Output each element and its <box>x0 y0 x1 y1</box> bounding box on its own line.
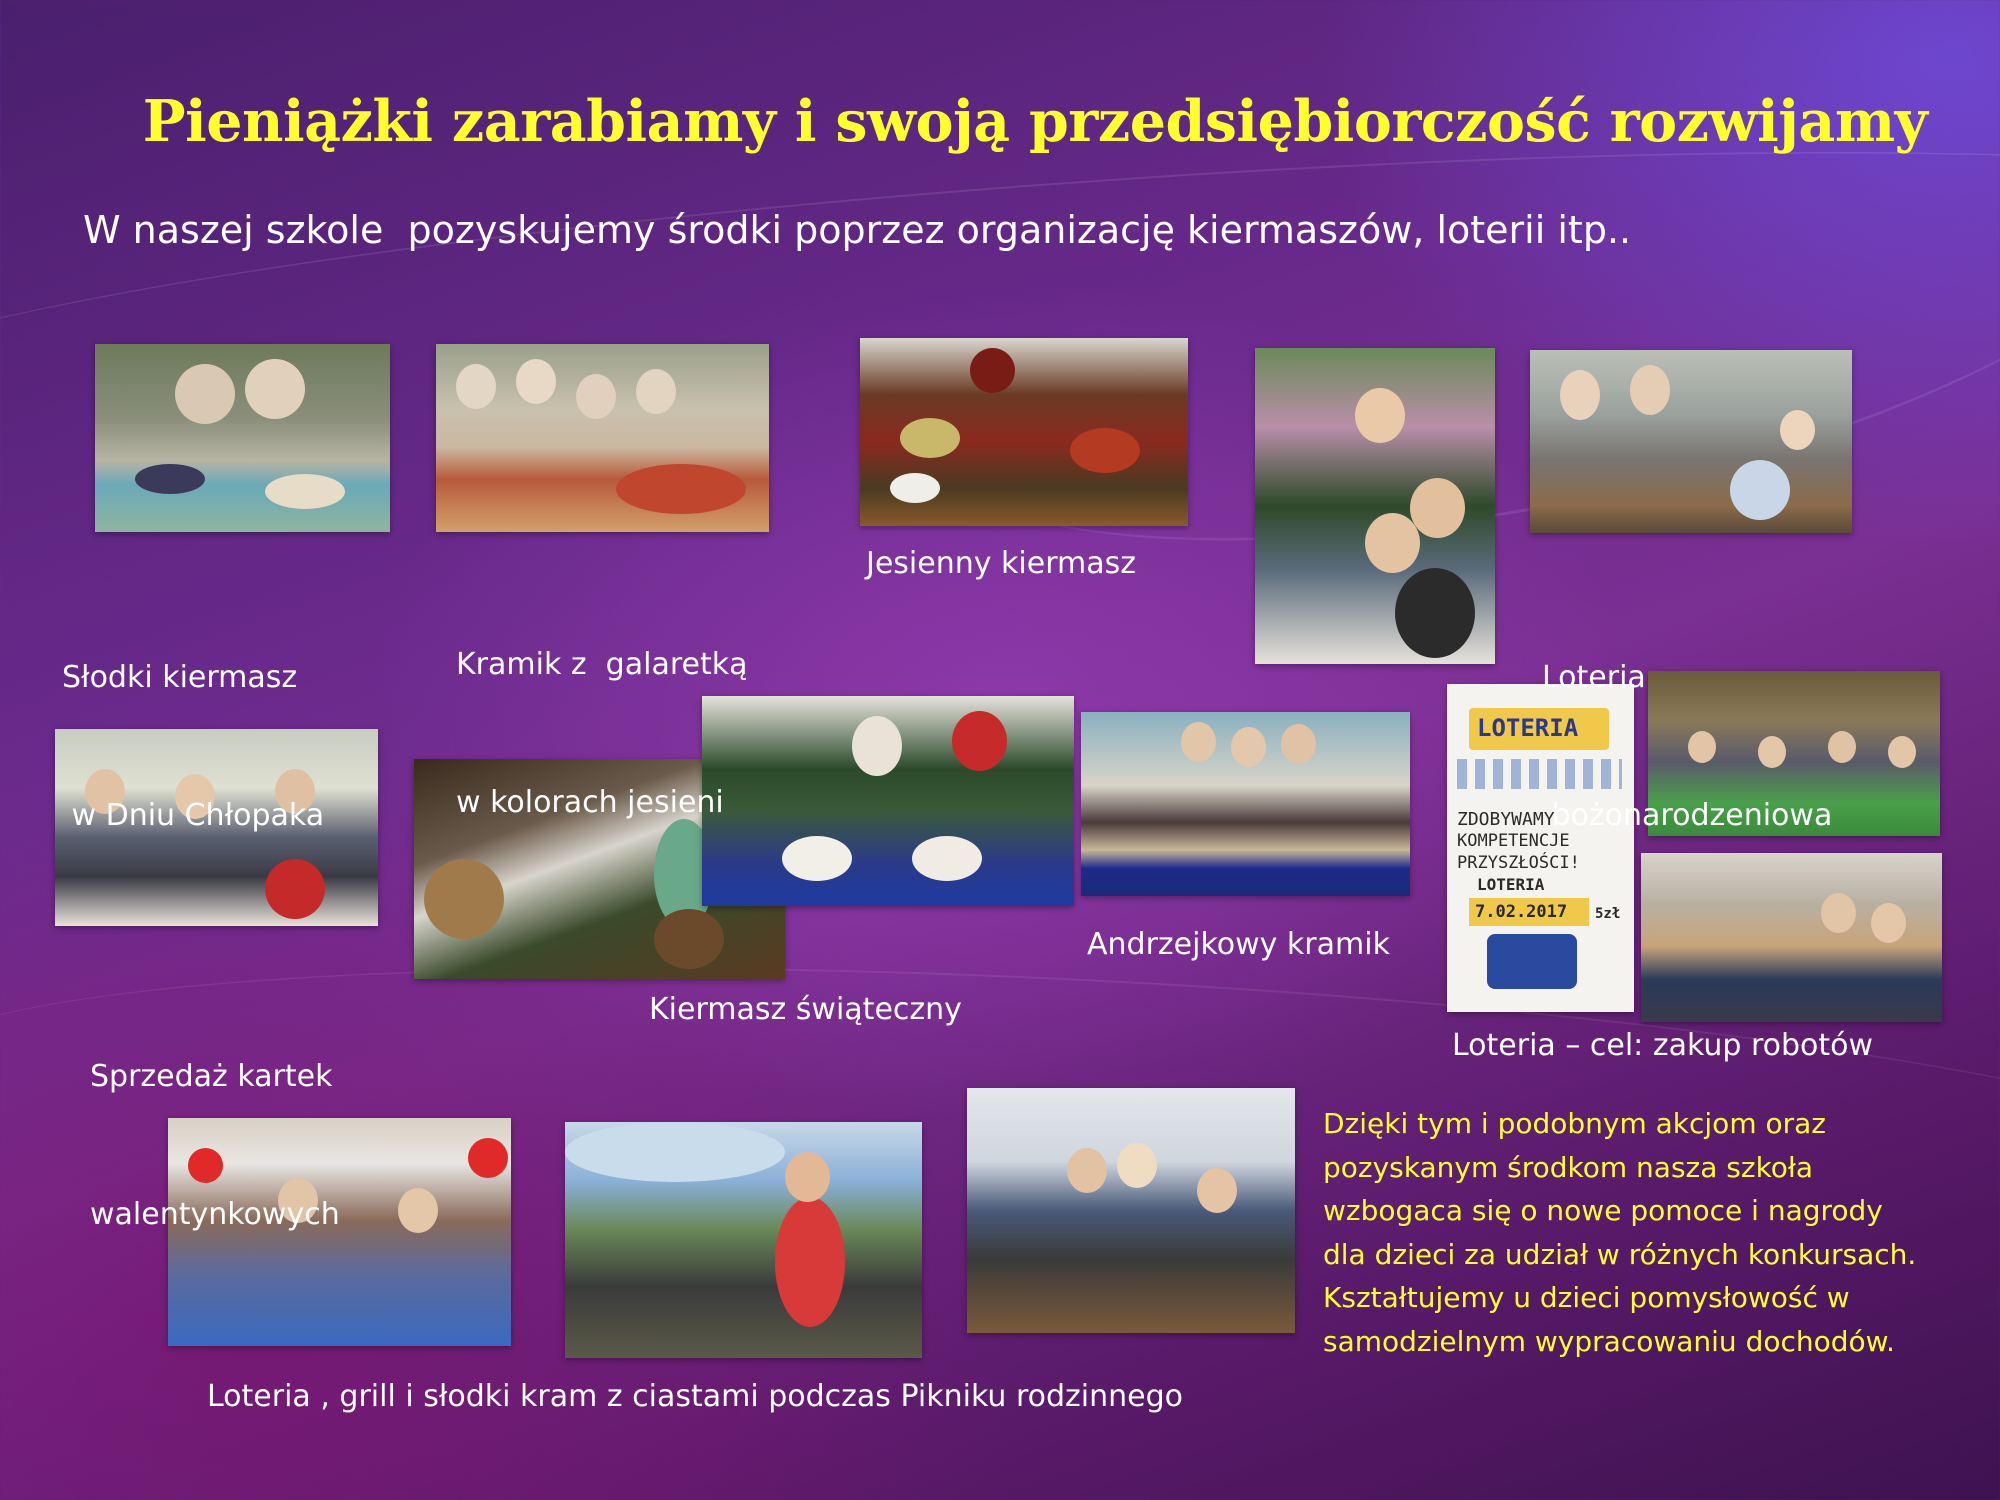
summary-note: Dzięki tym i podobnym akcjom oraz pozyskanym środkom nasza szkoła wzbogaca się o nowe pomoce i nagrody dla dzieci za udział w różnych konkursach. Kształtujemy u dzieci pomysłowość w samodzielnym wypracowaniu dochodów. <box>1323 1107 1917 1358</box>
poster-line3: PRZYSZŁOŚCI! <box>1457 853 1580 873</box>
photo-kramik-galaretka <box>436 344 769 532</box>
caption-sprzedaz-kartek <box>90 962 340 1284</box>
caption-line: Sprzedaż kartek <box>90 1059 333 1094</box>
caption-kramik <box>456 550 747 872</box>
caption-line: Loteria <box>1542 660 1646 695</box>
caption-line: Kramik z galaretką <box>456 647 748 682</box>
poster-line1: ZDOBYWAMY <box>1457 809 1555 830</box>
caption-kiermasz-swiateczny: Kiermasz świąteczny <box>649 992 962 1027</box>
poster-heading: LOTERIA <box>1477 714 1579 742</box>
caption-line: w Dniu Chłopaka <box>62 798 325 833</box>
caption-line: w kolorach jesieni <box>456 785 724 820</box>
caption-slodki-kiermasz <box>62 563 324 885</box>
photo-loteria-dzieci <box>1255 348 1495 664</box>
photo-jesienny-kiermasz <box>860 338 1188 526</box>
caption-line: walentynkowych <box>90 1197 340 1232</box>
photo-andrzejkowy-kramik <box>1081 712 1410 896</box>
caption-jesienny-kiermasz: Jesienny kiermasz <box>866 546 1136 581</box>
caption-andrzejkowy-kramik: Andrzejkowy kramik <box>1087 927 1390 962</box>
photo-kiermasz-swiateczny-2 <box>702 696 1074 906</box>
poster-price: 5zł <box>1595 906 1621 922</box>
photo-piknik-slodki-kram <box>967 1088 1295 1333</box>
poster-date: 7.02.2017 <box>1475 902 1568 922</box>
caption-line: bożonarodzeniowa <box>1542 798 1833 833</box>
caption-piknik: Loteria , grill i słodki kram z ciastami podczas Pikniku rodzinnego <box>207 1379 1183 1414</box>
poster-line2: KOMPETENCJE <box>1457 831 1570 851</box>
photo-loteria-bozonarodzeniowa <box>1530 350 1852 533</box>
poster-line4: LOTERIA <box>1477 875 1545 894</box>
photo-piknik-grill <box>565 1122 922 1358</box>
slide-subtitle: W naszej szkole pozyskujemy środki poprzez organizację kiermaszów, loterii itp.. <box>83 208 1632 252</box>
slide-title: Pieniążki zarabiamy i swoją przedsiębiorczość rozwijamy <box>142 88 1928 155</box>
photo-slodki-kiermasz <box>95 344 390 532</box>
caption-loteria-bozonarodzeniowa <box>1542 563 1832 885</box>
caption-loteria-roboty: Loteria – cel: zakup robotów <box>1452 1028 1874 1063</box>
caption-line: Słodki kiermasz <box>62 660 298 695</box>
